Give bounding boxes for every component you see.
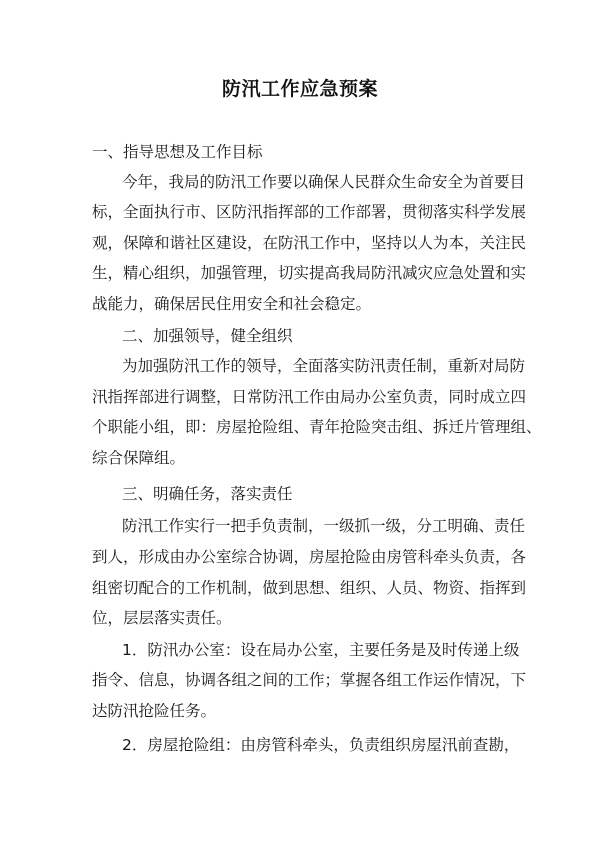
paragraph-line: 观，保障和谐社区建设，在防汛工作中，坚持以人为本，关注民 [92,234,527,252]
list-item-2: 2．房屋抢险组：由房管科牵头，负责组织房屋汛前查勘， [122,736,520,754]
paragraph-line: 今年，我局的防汛工作要以确保人民群众生命安全为首要目 [122,173,526,191]
paragraph-line: 到人，形成由办公室综合协调，房屋抢险由房管科牵头负责，各 [92,548,527,566]
section-heading-1: 一、指导思想及工作目标 [92,143,263,161]
paragraph-line: 为加强防汛工作的领导，全面落实防汛责任制，重新对局防 [122,357,526,375]
paragraph-line: 生，精心组织，加强管理，切实提高我局防汛减灾应急处置和实 [92,264,527,282]
paragraph-line: 标，全面执行市、区防汛指挥部的工作部署，贯彻落实科学发展 [92,203,527,221]
paragraph-line: 防汛工作实行一把手负责制，一级抓一级，分工明确、责任 [122,517,526,535]
paragraph-line: 位，层层落实责任。 [92,609,232,627]
list-item-1: 1．防汛办公室：设在局办公室，主要任务是及时传递上级 [122,641,520,659]
paragraph-line: 指令、信息，协调各组之间的工作；掌握各组工作运作情况，下 [92,671,527,689]
section-heading-2: 二、加强领导，健全组织 [122,327,293,345]
paragraph-line: 汛指挥部进行调整，日常防汛工作由局办公室负责，同时成立四 [92,388,527,406]
paragraph-line: 个职能小组，即：房屋抢险组、青年抢险突击组、拆迁片管理组、 [92,418,542,436]
paragraph-line: 组密切配合的工作机制，做到思想、组织、人员、物资、指挥到 [92,579,527,597]
paragraph-line: 综合保障组。 [92,449,186,467]
document-title: 防汛工作应急预案 [221,78,378,100]
section-heading-3: 三、明确任务，落实责任 [122,485,293,503]
paragraph-line: 达防汛抢险任务。 [92,702,217,720]
paragraph-line: 战能力，确保居民住用安全和社会稳定。 [92,295,372,313]
